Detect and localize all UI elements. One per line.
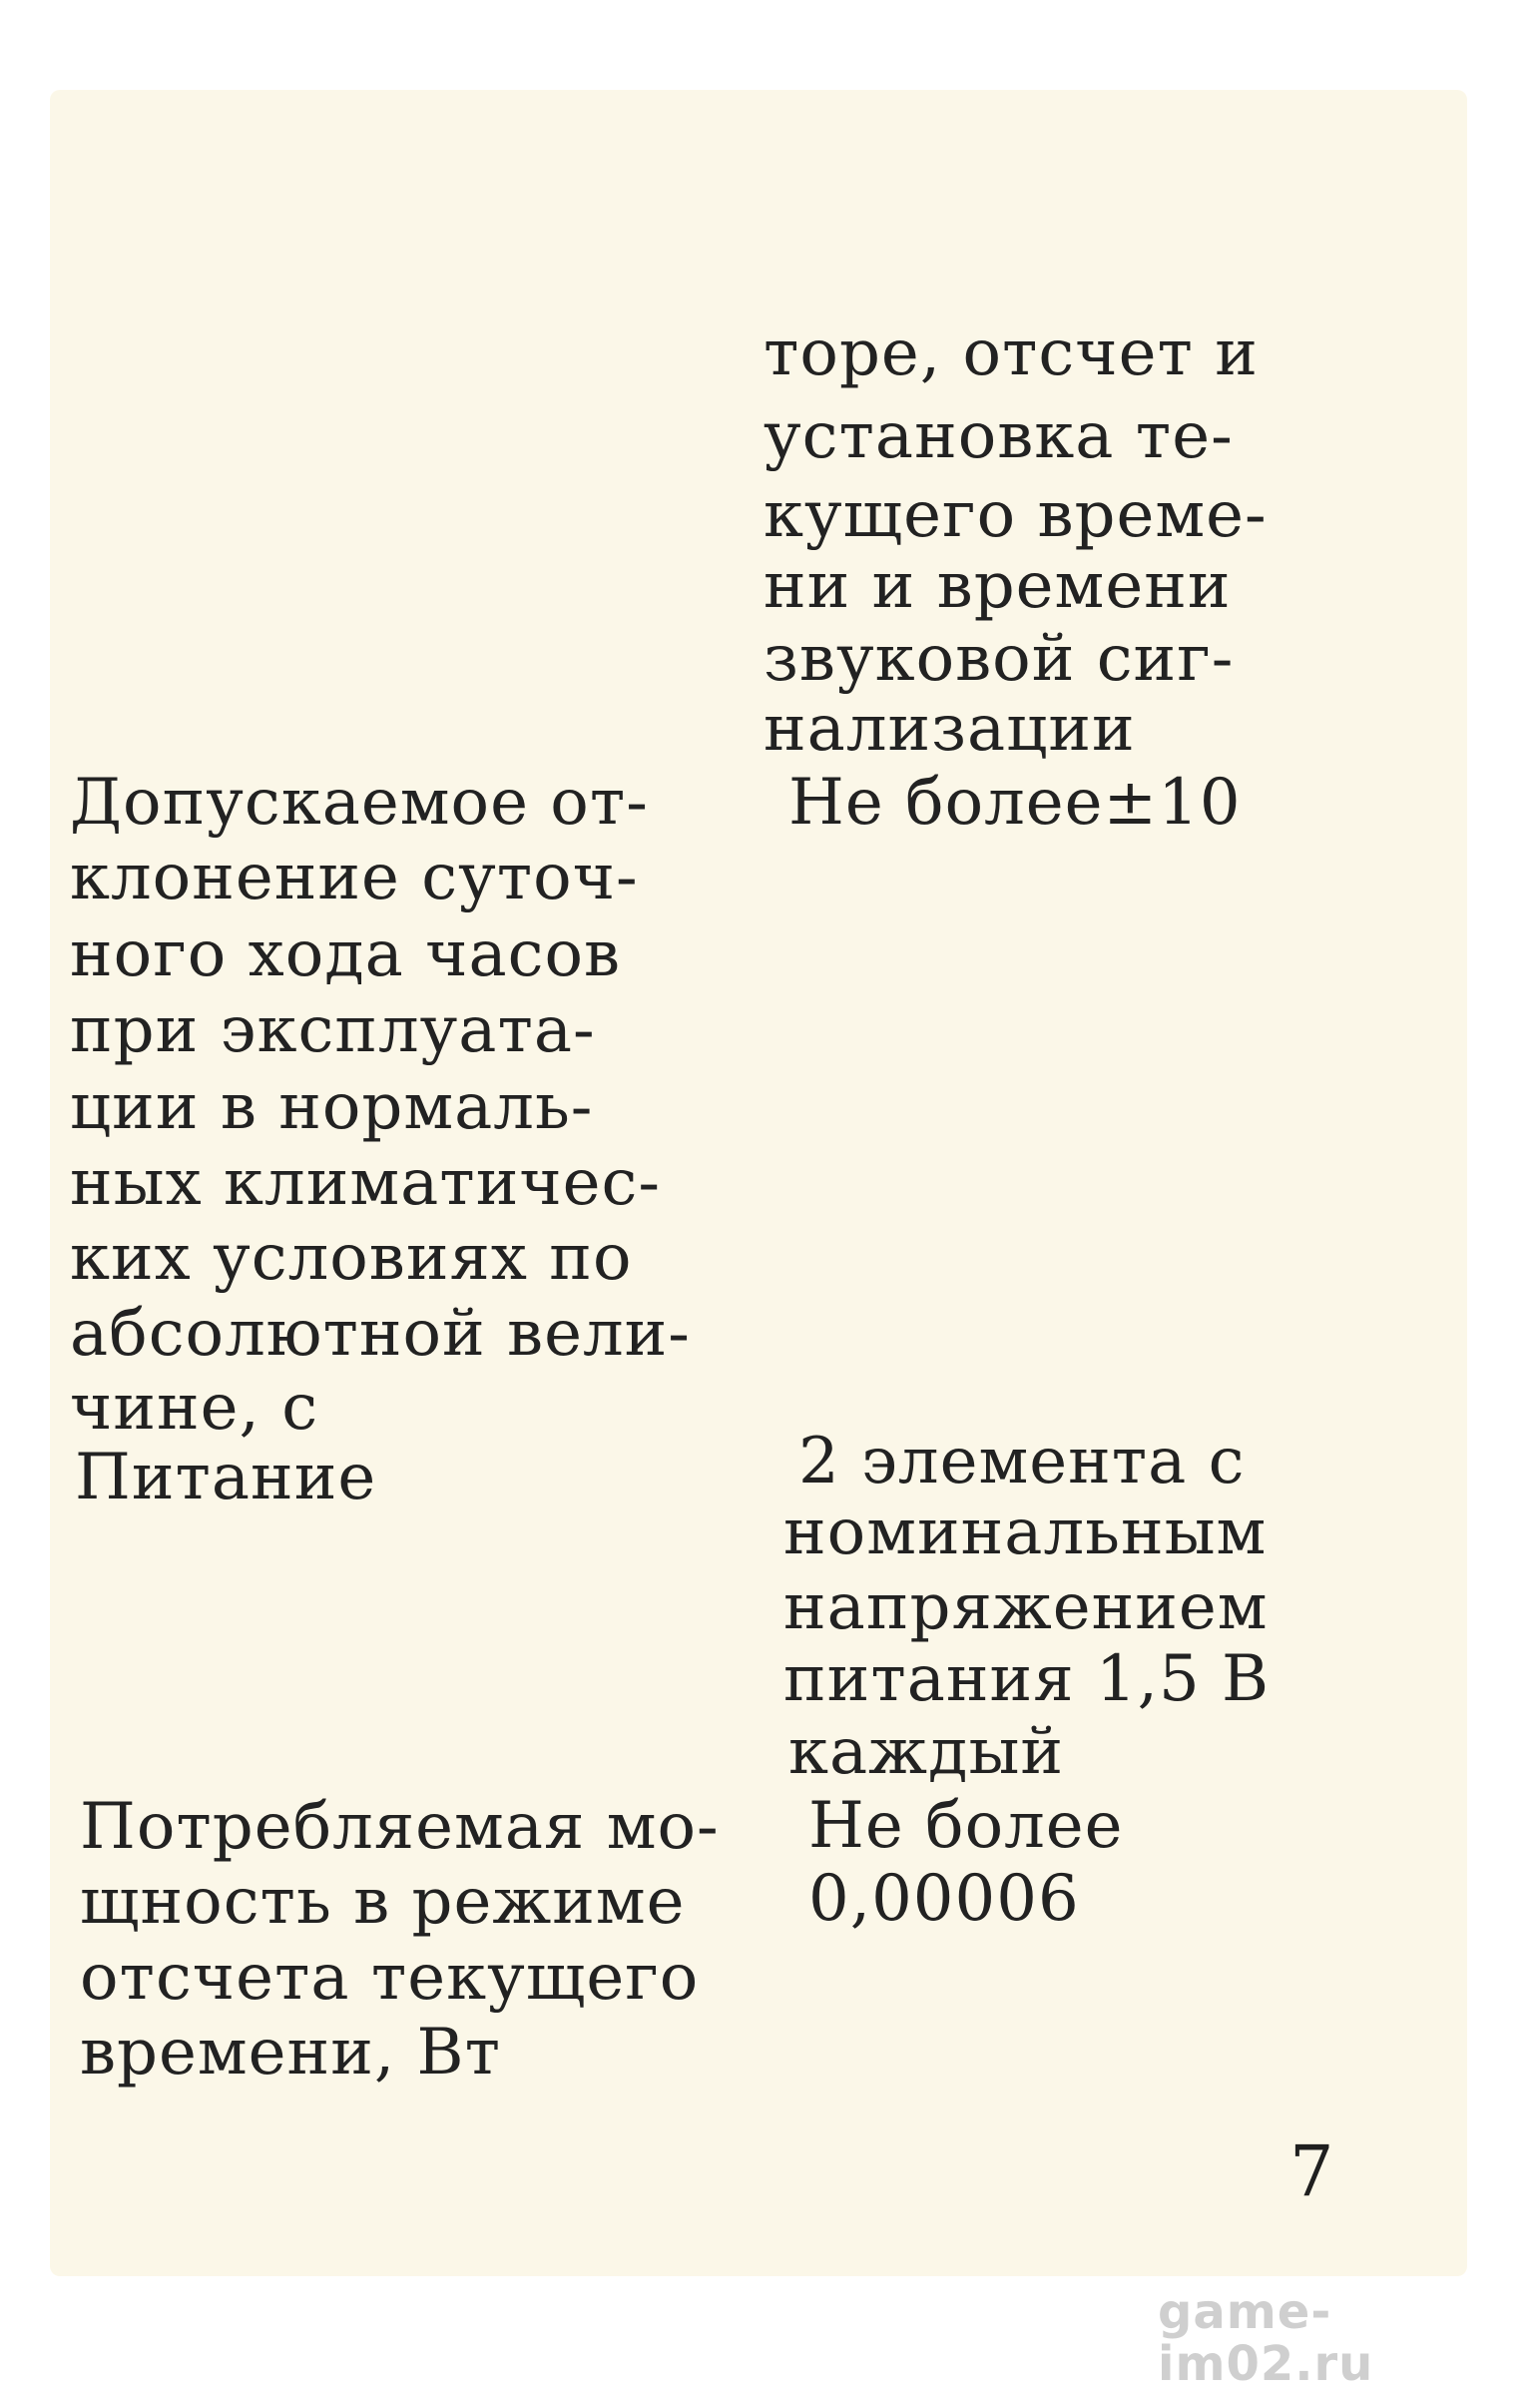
continuation-line: ни и времени [764, 549, 1232, 623]
continuation-line: торе, отсчет и [764, 316, 1259, 390]
continuation-line: установка те- [764, 399, 1234, 473]
value-line: 0,00006 [808, 1862, 1080, 1936]
label-line: ких условиях по [70, 1221, 633, 1295]
label-line: ных климатичес- [70, 1146, 661, 1220]
value-line: Не более [808, 1789, 1124, 1863]
continuation-line: кущего време- [764, 478, 1268, 552]
label-line: ного хода часов [70, 917, 621, 991]
value-line: номинальным [783, 1495, 1268, 1569]
label-line: Питание [75, 1441, 377, 1514]
label-line: чине, с [70, 1371, 319, 1445]
page-number: 7 [1289, 2130, 1334, 2212]
label-line: клонение суточ- [70, 841, 639, 914]
label-line: при эксплуата- [70, 993, 596, 1067]
continuation-line: нализации [764, 692, 1136, 766]
watermark: game-im02.ru [1158, 2284, 1374, 2392]
label-line: Потребляемая мо- [80, 1790, 720, 1864]
value-line: питания 1,5 В [783, 1642, 1271, 1716]
label-line: Допускаемое от- [70, 766, 649, 840]
value-line: каждый [788, 1715, 1065, 1789]
label-line: отсчета текущего [80, 1941, 700, 2015]
value-line: Не более±10 [788, 766, 1242, 840]
value-line: напряжением [783, 1570, 1269, 1644]
label-line: абсолютной вели- [70, 1297, 691, 1371]
value-line: 2 элемента с [798, 1425, 1246, 1498]
label-line: ции в нормаль- [70, 1070, 594, 1144]
label-line: времени, Вт [80, 2016, 501, 2090]
label-line: щность в режиме [80, 1865, 686, 1939]
continuation-line: звуковой сиг- [764, 622, 1235, 696]
